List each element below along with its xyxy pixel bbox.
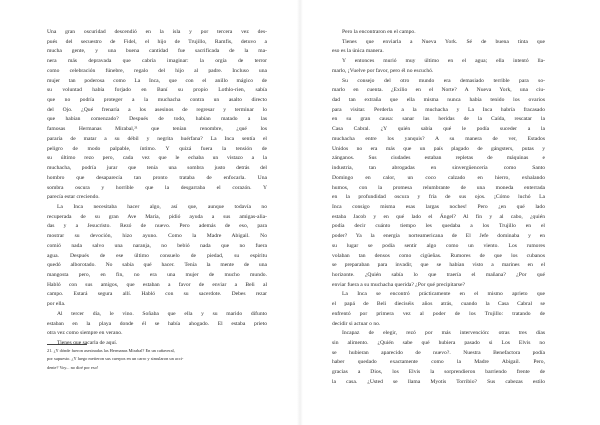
- text-line: das y a Jesucristo. Rezó de nuevo. Pero además de eso, para: [47, 223, 267, 230]
- text-line: su lugar se podía sentir algo como un viento. Los rumores: [332, 242, 545, 249]
- text-line: campo. Estará segura allí. Habló con su sacerdote. Debes rezar: [47, 291, 267, 298]
- text-line: poder? Ya la energía norteamericana de El Jefe dominaba y en: [332, 233, 545, 240]
- text-line: el papá de Beli dieciséis años atrás, cuando la Casa Cabral se: [332, 301, 545, 308]
- text-line: Al tercer día, le vino. Soñaba que ella y su marido difunto: [57, 310, 267, 317]
- text-line: la casa. ¿Usted se llama Myotis Torribio? Sus cabezas estilo: [332, 378, 545, 385]
- text-line: comió nada salvo una naranja, no bebió nada que no fuera: [47, 242, 267, 249]
- text-line: que no podría proteger a la muchacha contra un asalto directo: [47, 97, 267, 104]
- text-line: famosas Hermanas Mirabal,²¹ que tenían renombre, ¿qué los: [47, 126, 267, 133]
- text-line: decidir si actuar o no.: [332, 320, 381, 327]
- text-line: Habló con sus amigos, que estaban a favor de enviar a Beli al: [47, 281, 267, 288]
- text-line: agua. Después de ese último consuelo de piedad, su espíritu: [47, 252, 267, 259]
- text-line: su último rezo pero, cada vez que le echaba un vistazo a la: [47, 155, 267, 162]
- text-line: Una gran oscuridad descendió en la isla y por tercera vez des-: [47, 29, 267, 35]
- text-line: horizonte. ¿Quién sabía lo que traería el mañana? ¿Por qué: [332, 271, 545, 278]
- text-line: como celebración fúnebre, regalo del hijo al padre. Incluso una: [47, 67, 267, 74]
- text-line: peligro de modo palpable, íntimo. Y quizá fuera la tensión de: [47, 145, 267, 152]
- text-line: parecía estar creciendo.: [47, 194, 100, 201]
- text-line: haber quedado exactamente como la Madre Abigail. Pero,: [332, 359, 545, 366]
- footnote-line: 21. ¿Y dónde fueron asesinadas las Hermanas Mirabal? En un cañaveral,: [47, 348, 175, 353]
- text-line: quedó alborotado. No sabía qué hacer. Tenía la mente de una: [47, 262, 267, 269]
- text-line: mucha gente, y una buena cantidad fue sacrificada de la ma-: [47, 48, 267, 55]
- text-line: muchacha, podría jurar que tenía una sombra justo detrás del: [47, 165, 267, 172]
- text-line: dad tan extraña que ella misma nunca había tenido los ovarios: [332, 97, 545, 104]
- text-line: hombro que desaparecía tan pronto trataba de enfocarla. Una: [47, 174, 267, 181]
- text-line: su voluntad había forjado en Baní su propio Lothlo-rien, sabía: [47, 87, 267, 94]
- text-line: Tienes que sacarla de aquí.: [57, 340, 118, 346]
- text-line: gracias a Dios, los Elvis la sorprendieron barriendo frente de: [332, 369, 545, 376]
- text-line: Tienes que enviarla a Nueva York. Sé de buena tinta que: [342, 38, 545, 45]
- footnote-line: por supuesto. ¿Y luego metieron sus cuerpos en un carro y simularon un acci-: [47, 356, 184, 362]
- text-line: estaban en la playa donde él se había ahogado. El estaba prieto: [47, 320, 267, 327]
- text-line: eso es la única manera.: [332, 48, 384, 55]
- text-line: industria, tan abrogadas en sinvergüencería como Santo: [332, 165, 545, 172]
- text-line: otra vez como siempre en verano.: [47, 330, 123, 337]
- text-line: mujer tan poderosa como La Inca, que con el anillo mágico de: [47, 77, 267, 84]
- text-line: por ella.: [47, 301, 66, 308]
- text-line: que habían comenzado? Después de todo, habían matado a las: [47, 116, 267, 123]
- text-line: Incapaz de elegir, rezó por más intervención: otras tres días: [342, 330, 545, 337]
- text-line: pararía de matar a su débil y negrita huérfana? La Inca sentía el: [47, 135, 267, 142]
- footnote-rule: [47, 344, 87, 345]
- text-line: en su gran causa: sanar las heridas de la Caída, rescatar la: [332, 116, 545, 123]
- right-page-body: [332, 28, 545, 388]
- text-line: volaban tan densos como cigüeñas. Rumores de que los cubanos: [332, 252, 545, 259]
- text-line: zánganos. Sus ciudades estaban repletas de máquinas e: [332, 155, 545, 162]
- left-page-footnote: [47, 347, 235, 372]
- text-line: pués del secuestro de Fidel, el hijo de Trujillo, Ramfis, detuvo a: [47, 38, 267, 45]
- text-line: sombra oscura y horrible que la desgarraba el corazón. Y: [47, 184, 267, 191]
- text-line: humos, con la promesa relumbrante de una moneda enterrada: [332, 184, 545, 191]
- text-line: del Ojo. ¿Qué frenaría a los asesinos de regresar y terminar lo: [47, 106, 267, 113]
- right-page: [300, 0, 600, 425]
- text-line: se hubieran aparecido de nuevo?. Nuestra Benefactora podía: [332, 349, 545, 356]
- text-line: nera más depravada que cabría imaginar: la orgía de terror: [47, 58, 267, 65]
- text-line: en la profundidad oscura y fría de sus ojos. ¡Cómo luchó La: [332, 194, 545, 201]
- text-line: La Inca necesitaba hacer algo, así que, aunque todavía no: [57, 203, 267, 210]
- text-line: para visitar. Perderla a la muchacha y La Inca habría fracasado: [332, 106, 545, 113]
- text-line: recuperada de su gran Ave María, pidió ayuda a sus amigas-alia-: [47, 213, 267, 220]
- text-line: Pero la encontraron en el campo.: [342, 29, 416, 35]
- text-line: Casa Cabral. ¿Y quién sabía qué le podía suceder a la: [332, 126, 545, 133]
- text-line: estaba Jacob y en qué lado el Ángel? Al fin y al cabo, ¿quién: [332, 213, 545, 220]
- text-line: Domingo en calor, un coco calzado en hierro, exhalando: [332, 174, 545, 181]
- text-line: podía decir cuánto tiempo les quedaba a los Trujillo en el: [332, 223, 545, 230]
- text-line: enviar fuera a su muchacha querida? ¿Por qué precipitarse?: [332, 281, 465, 288]
- text-line: enfrentó por primera vez al poder de los Trujillo: tratando de: [332, 310, 545, 317]
- text-line: Inca consigo misma esas largas noches! Pero ¿en qué lado: [332, 203, 545, 210]
- footnote-line: dente? Voy... no diré por eso!: [47, 364, 99, 370]
- text-line: Unidos no era más que un país plagado de gángsters, putas y: [332, 145, 545, 152]
- text-line: marlo en cuenta. ¿Exilio en el Norte? A Nueva York, una ciu-: [332, 87, 545, 94]
- text-line: La Inca se encontró prácticamente en el mismo aprieto que: [342, 291, 545, 298]
- text-line: mostrar su devoción, hizo ayuno. Como la Madre Abigail. No: [47, 233, 267, 240]
- text-line: muchacha entre los yanquis? A su manera de ver, Estados: [332, 135, 545, 142]
- text-line: Y entonces murió muy último en el agua; ella intentó lla-: [342, 58, 545, 65]
- text-line: sin alimento. ¿Quién sabe qué hubiera pasado si Los Elvis no: [332, 340, 545, 346]
- text-line: marlo, ¡Vuelve por favor, pero él no escuchó.: [332, 67, 434, 74]
- left-page-body: [47, 28, 267, 349]
- text-line: Su consejo del otro mundo era demasiado terrible para so-: [342, 77, 545, 84]
- text-line: mangosta pero, en fin, no era una mujer de mucho mundo.: [47, 271, 267, 278]
- text-line: se preparaban para invadir, que se habían visto a marines en el: [332, 262, 545, 269]
